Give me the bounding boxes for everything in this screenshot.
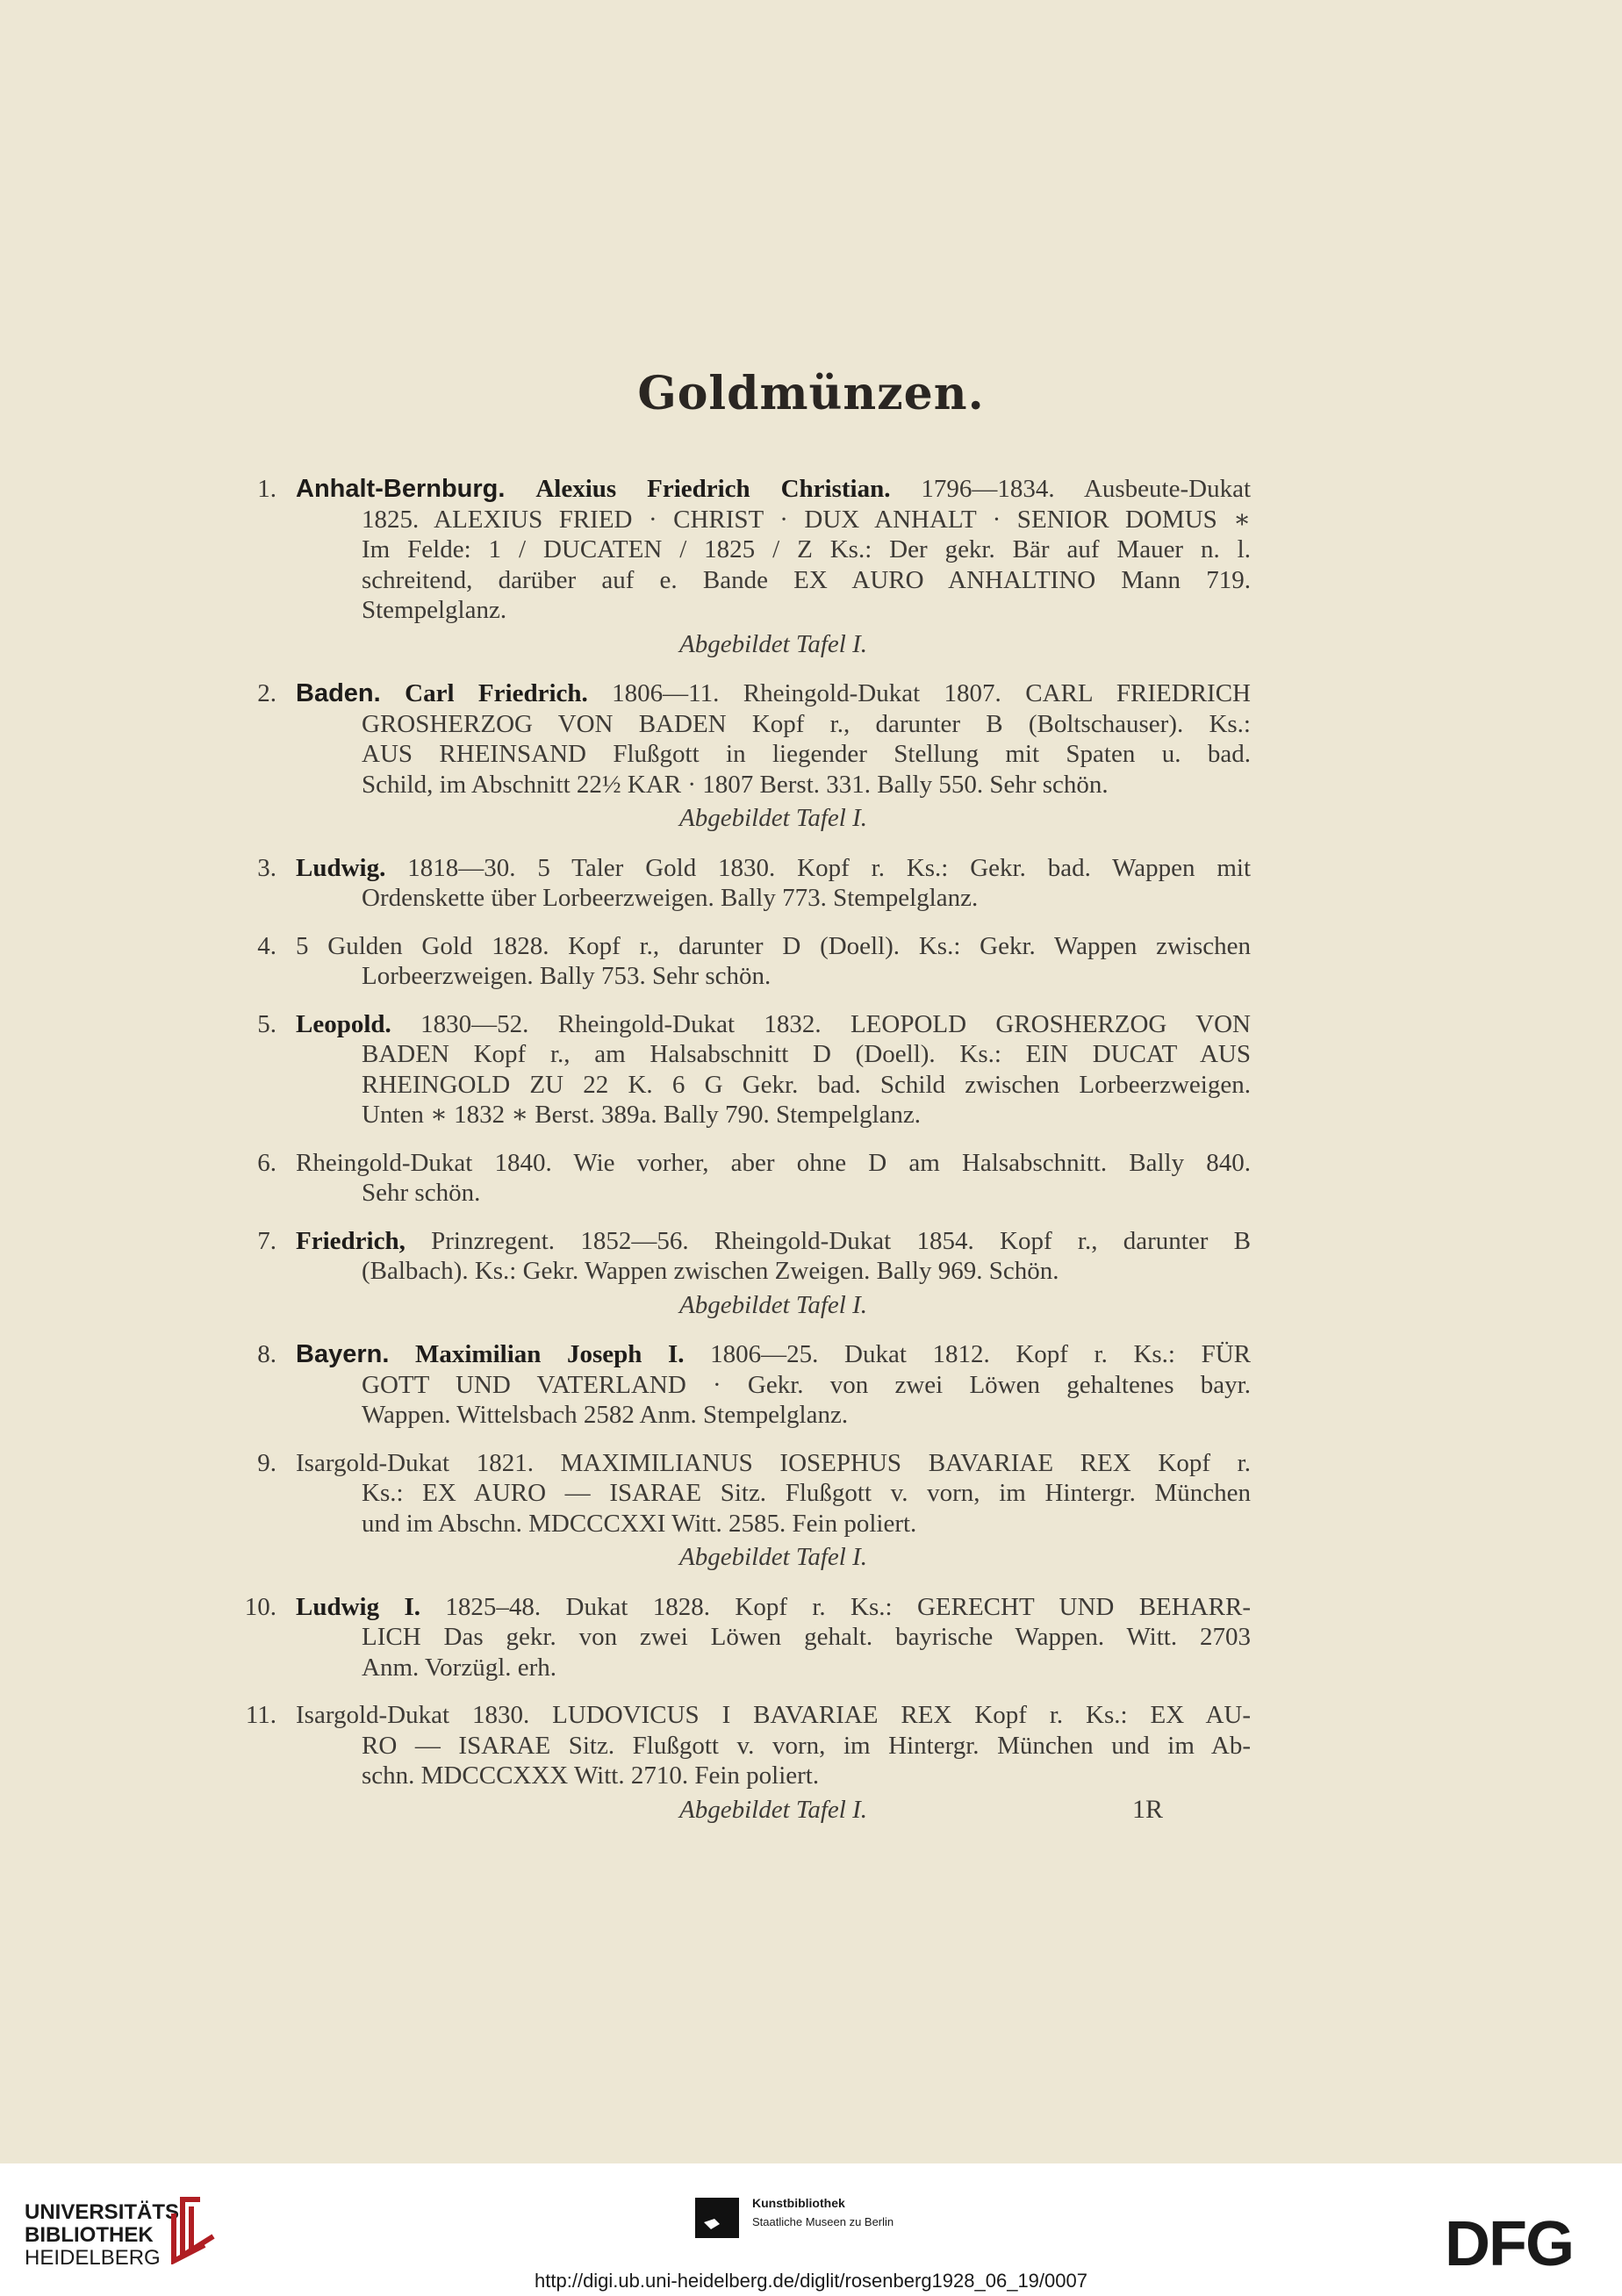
entry-line xyxy=(296,709,1251,740)
illustration-reference: Abgebildet Tafel I. xyxy=(679,1795,867,1824)
catalogue-entry xyxy=(250,1226,1251,1321)
catalogue-entry xyxy=(250,1339,1251,1448)
entry-spacer xyxy=(296,992,1251,1009)
entry-line xyxy=(296,1256,1251,1287)
entry-line xyxy=(296,1070,1251,1101)
entry-number: 3. xyxy=(257,853,276,882)
catalogue-entry xyxy=(244,1592,1251,1701)
entry-line xyxy=(296,961,1251,992)
entry-text: 1796—1834. Ausbeute-Dukat xyxy=(890,475,1252,503)
entry-line xyxy=(296,1592,1251,1623)
entry-text: BADEN Kopf r., am Halsabschnitt D (Doell). Ks.: EIN DUCAT AUS xyxy=(362,1040,1251,1068)
entry-number: 7. xyxy=(257,1226,276,1255)
entry-number: 8. xyxy=(257,1340,276,1368)
entry-spacer xyxy=(296,1683,1251,1700)
entry-line xyxy=(296,739,1251,770)
entry-region: Baden. xyxy=(296,679,381,707)
entry-ruler: Maximilian Joseph I. xyxy=(415,1340,685,1368)
entry-line xyxy=(296,1761,1251,1791)
entry-line xyxy=(296,1700,1251,1731)
entry-spacer xyxy=(296,1130,1251,1148)
entry-line xyxy=(296,931,1251,962)
entry-line xyxy=(296,1622,1251,1653)
entry-text: (Balbach). Ks.: Gekr. Wappen zwischen Zweigen. Bally 969. Schön. xyxy=(362,1257,1059,1285)
entry-line xyxy=(296,1100,1251,1130)
entry-number: 2. xyxy=(257,679,276,707)
catalogue-entry xyxy=(250,931,1251,1009)
entry-text: schn. MDCCCXXX Witt. 2710. Fein poliert. xyxy=(362,1761,820,1790)
entry-region: Bayern. xyxy=(296,1340,390,1368)
catalogue-entry xyxy=(250,1448,1251,1573)
entry-text: 1818—30. 5 Taler Gold 1830. Kopf r. Ks.: Gekr. bad. Wappen mit xyxy=(385,853,1251,882)
entry-line xyxy=(296,770,1251,800)
page-title: Goldmünzen. xyxy=(637,367,985,420)
entry-text: Lorbeerzweigen. Bally 753. Sehr schön. xyxy=(362,962,772,990)
entry-line xyxy=(296,1009,1251,1040)
entry-line xyxy=(296,1039,1251,1070)
illustration-reference: Abgebildet Tafel I. xyxy=(679,804,867,832)
entry-text: Unten ∗ 1832 ∗ Berst. 389a. Bally 790. Stempelglanz. xyxy=(362,1101,922,1129)
entry-text: Im Felde: 1 / DUCATEN / 1825 / Z Ks.: Der gekr. Bär auf Mauer n. l. xyxy=(362,535,1251,563)
entry-number: 4. xyxy=(257,931,276,960)
entry-number: 9. xyxy=(257,1448,276,1477)
kb-subtitle: Staatliche Museen zu Berlin xyxy=(752,2215,894,2228)
entry-line xyxy=(296,565,1251,596)
entry-ruler: Ludwig. xyxy=(296,853,386,882)
entry-text: Ordenskette über Lorbeerzweigen. Bally 773. Stempelglanz. xyxy=(362,884,979,912)
entry-number: 5. xyxy=(257,1009,276,1038)
entry-text: Prinzregent. 1852—56. Rheingold-Dukat 1854. Kopf r., darunter B xyxy=(405,1226,1251,1255)
entry-text: Rheingold-Dukat 1840. Wie vorher, aber ohne D am Halsabschnitt. Bally 840. xyxy=(296,1148,1251,1177)
entry-text: GOTT UND VATERLAND · Gekr. von zwei Löwen gehaltenes bayr. xyxy=(362,1370,1251,1399)
entry-number: 1. xyxy=(257,475,276,503)
entry-line xyxy=(296,1148,1251,1179)
entry-line xyxy=(296,1226,1251,1257)
entry-text: RHEINGOLD ZU 22 K. 6 G Gekr. bad. Schild zwischen Lorbeerzweigen. xyxy=(362,1070,1251,1099)
entry-text: Anm. Vorzügl. erh. xyxy=(362,1653,557,1682)
catalogue-entry xyxy=(245,1700,1251,1825)
illustration-reference: Abgebildet Tafel I. xyxy=(679,1290,867,1319)
entry-text: 1830—52. Rheingold-Dukat 1832. LEOPOLD GROSHERZOG VON xyxy=(391,1009,1251,1038)
kunstbibliothek-emblem-icon xyxy=(693,2196,741,2240)
catalogue-entry xyxy=(250,1009,1251,1148)
entry-number: 6. xyxy=(257,1148,276,1177)
entry-text: Stempelglanz. xyxy=(362,596,507,624)
catalogue-entry xyxy=(250,474,1251,659)
entry-region: Anhalt-Bernburg. xyxy=(296,475,506,503)
entry-ruler: Friedrich, xyxy=(296,1226,406,1255)
entry-ruler: Alexius Friedrich Christian. xyxy=(535,475,891,503)
entry-text: Sehr schön. xyxy=(362,1179,481,1207)
entry-line xyxy=(296,1400,1251,1431)
entry-ruler: Carl Friedrich. xyxy=(405,679,588,707)
entry-text: RO — ISARAE Sitz. Flußgott v. vorn, im Hintergr. München und im Ab- xyxy=(362,1731,1251,1760)
entry-spacer xyxy=(296,914,1251,931)
entry-line xyxy=(296,1178,1251,1209)
catalogue-entry xyxy=(250,678,1251,834)
entry-text: Schild, im Abschnitt 22½ KAR · 1807 Berst. 331. Bally 550. Sehr schön. xyxy=(362,770,1109,799)
entry-line xyxy=(296,1370,1251,1401)
entry-text: 1806—25. Dukat 1812. Kopf r. Ks.: FÜR xyxy=(684,1340,1251,1368)
university-emblem-icon xyxy=(161,2194,222,2264)
entry-spacer xyxy=(296,1209,1251,1226)
entry-number: 10. xyxy=(244,1592,276,1621)
entry-line xyxy=(296,853,1251,884)
logo-line-3: HEIDELBERG xyxy=(25,2246,161,2270)
entry-line xyxy=(296,535,1251,565)
entry-ruler: Ludwig I. xyxy=(296,1592,421,1621)
entry-line xyxy=(296,1448,1251,1479)
entry-ruler: Leopold. xyxy=(296,1009,391,1038)
logo-line-1: UNIVERSITÄTS- xyxy=(25,2200,187,2224)
entry-text: 1806—11. Rheingold-Dukat 1807. CARL FRIEDRICH xyxy=(587,679,1252,707)
kb-name: Kunstbibliothek xyxy=(752,2196,845,2210)
dfg-logo[interactable]: DFG xyxy=(1445,2209,1573,2279)
logo-line-2: BIBLIOTHEK xyxy=(25,2223,154,2247)
entry-text: 1825–48. Dukat 1828. Kopf r. Ks.: GERECHT UND BEHARR- xyxy=(420,1592,1251,1621)
catalogue-entry xyxy=(250,853,1251,931)
illustration-reference: Abgebildet Tafel I. xyxy=(679,1543,867,1571)
entry-line xyxy=(296,474,1251,505)
entry-line xyxy=(296,1731,1251,1761)
entry-line xyxy=(296,883,1251,914)
entry-line xyxy=(296,1478,1251,1509)
entry-number: 11. xyxy=(245,1701,276,1729)
entry-text: Isargold-Dukat 1830. LUDOVICUS I BAVARIAE REX Kopf r. Ks.: EX AU- xyxy=(296,1701,1251,1729)
entry-line xyxy=(296,678,1251,709)
entry-text: Isargold-Dukat 1821. MAXIMILIANUS IOSEPHUS BAVARIAE REX Kopf r. xyxy=(296,1448,1251,1477)
entry-line xyxy=(296,505,1251,535)
entry-text: 5 Gulden Gold 1828. Kopf r., darunter D (Doell). Ks.: Gekr. Wappen zwischen xyxy=(296,931,1251,960)
entry-text: GROSHERZOG VON BADEN Kopf r., darunter B (Boltschauser). Ks.: xyxy=(362,709,1251,738)
entry-line xyxy=(296,595,1251,626)
entry-text: und im Abschn. MDCCCXXI Witt. 2585. Fein poliert. xyxy=(362,1509,917,1538)
entry-text: Ks.: EX AURO — ISARAE Sitz. Flußgott v. vorn, im Hintergr. München xyxy=(362,1479,1251,1507)
entry-line xyxy=(296,1339,1251,1370)
catalogue-entries xyxy=(244,474,1252,1844)
entry-spacer xyxy=(296,1431,1251,1448)
entry-text: schreitend, darüber auf e. Bande EX AURO ANHALTINO Mann 719. xyxy=(362,565,1251,594)
entry-line xyxy=(296,1509,1251,1539)
permalink-url[interactable]: http://digi.ub.uni-heidelberg.de/diglit/rosenberg1928_06_19/0007 xyxy=(535,2270,1087,2292)
entry-line xyxy=(296,1653,1251,1683)
illustration-reference: Abgebildet Tafel I. xyxy=(679,629,867,658)
entry-text: 1825. ALEXIUS FRIED · CHRIST · DUX ANHALT · SENIOR DOMUS ∗ xyxy=(362,505,1251,534)
entry-text: AUS RHEINSAND Flußgott in liegender Stellung mit Spaten u. bad. xyxy=(362,740,1251,768)
entry-text: Wappen. Wittelsbach 2582 Anm. Stempelglanz. xyxy=(362,1401,849,1429)
entry-text: LICH Das gekr. von zwei Löwen gehalt. bayrische Wappen. Witt. 2703 xyxy=(362,1623,1251,1651)
page-signature: 1R xyxy=(1132,1795,1164,1824)
catalogue-entry xyxy=(250,1148,1251,1226)
